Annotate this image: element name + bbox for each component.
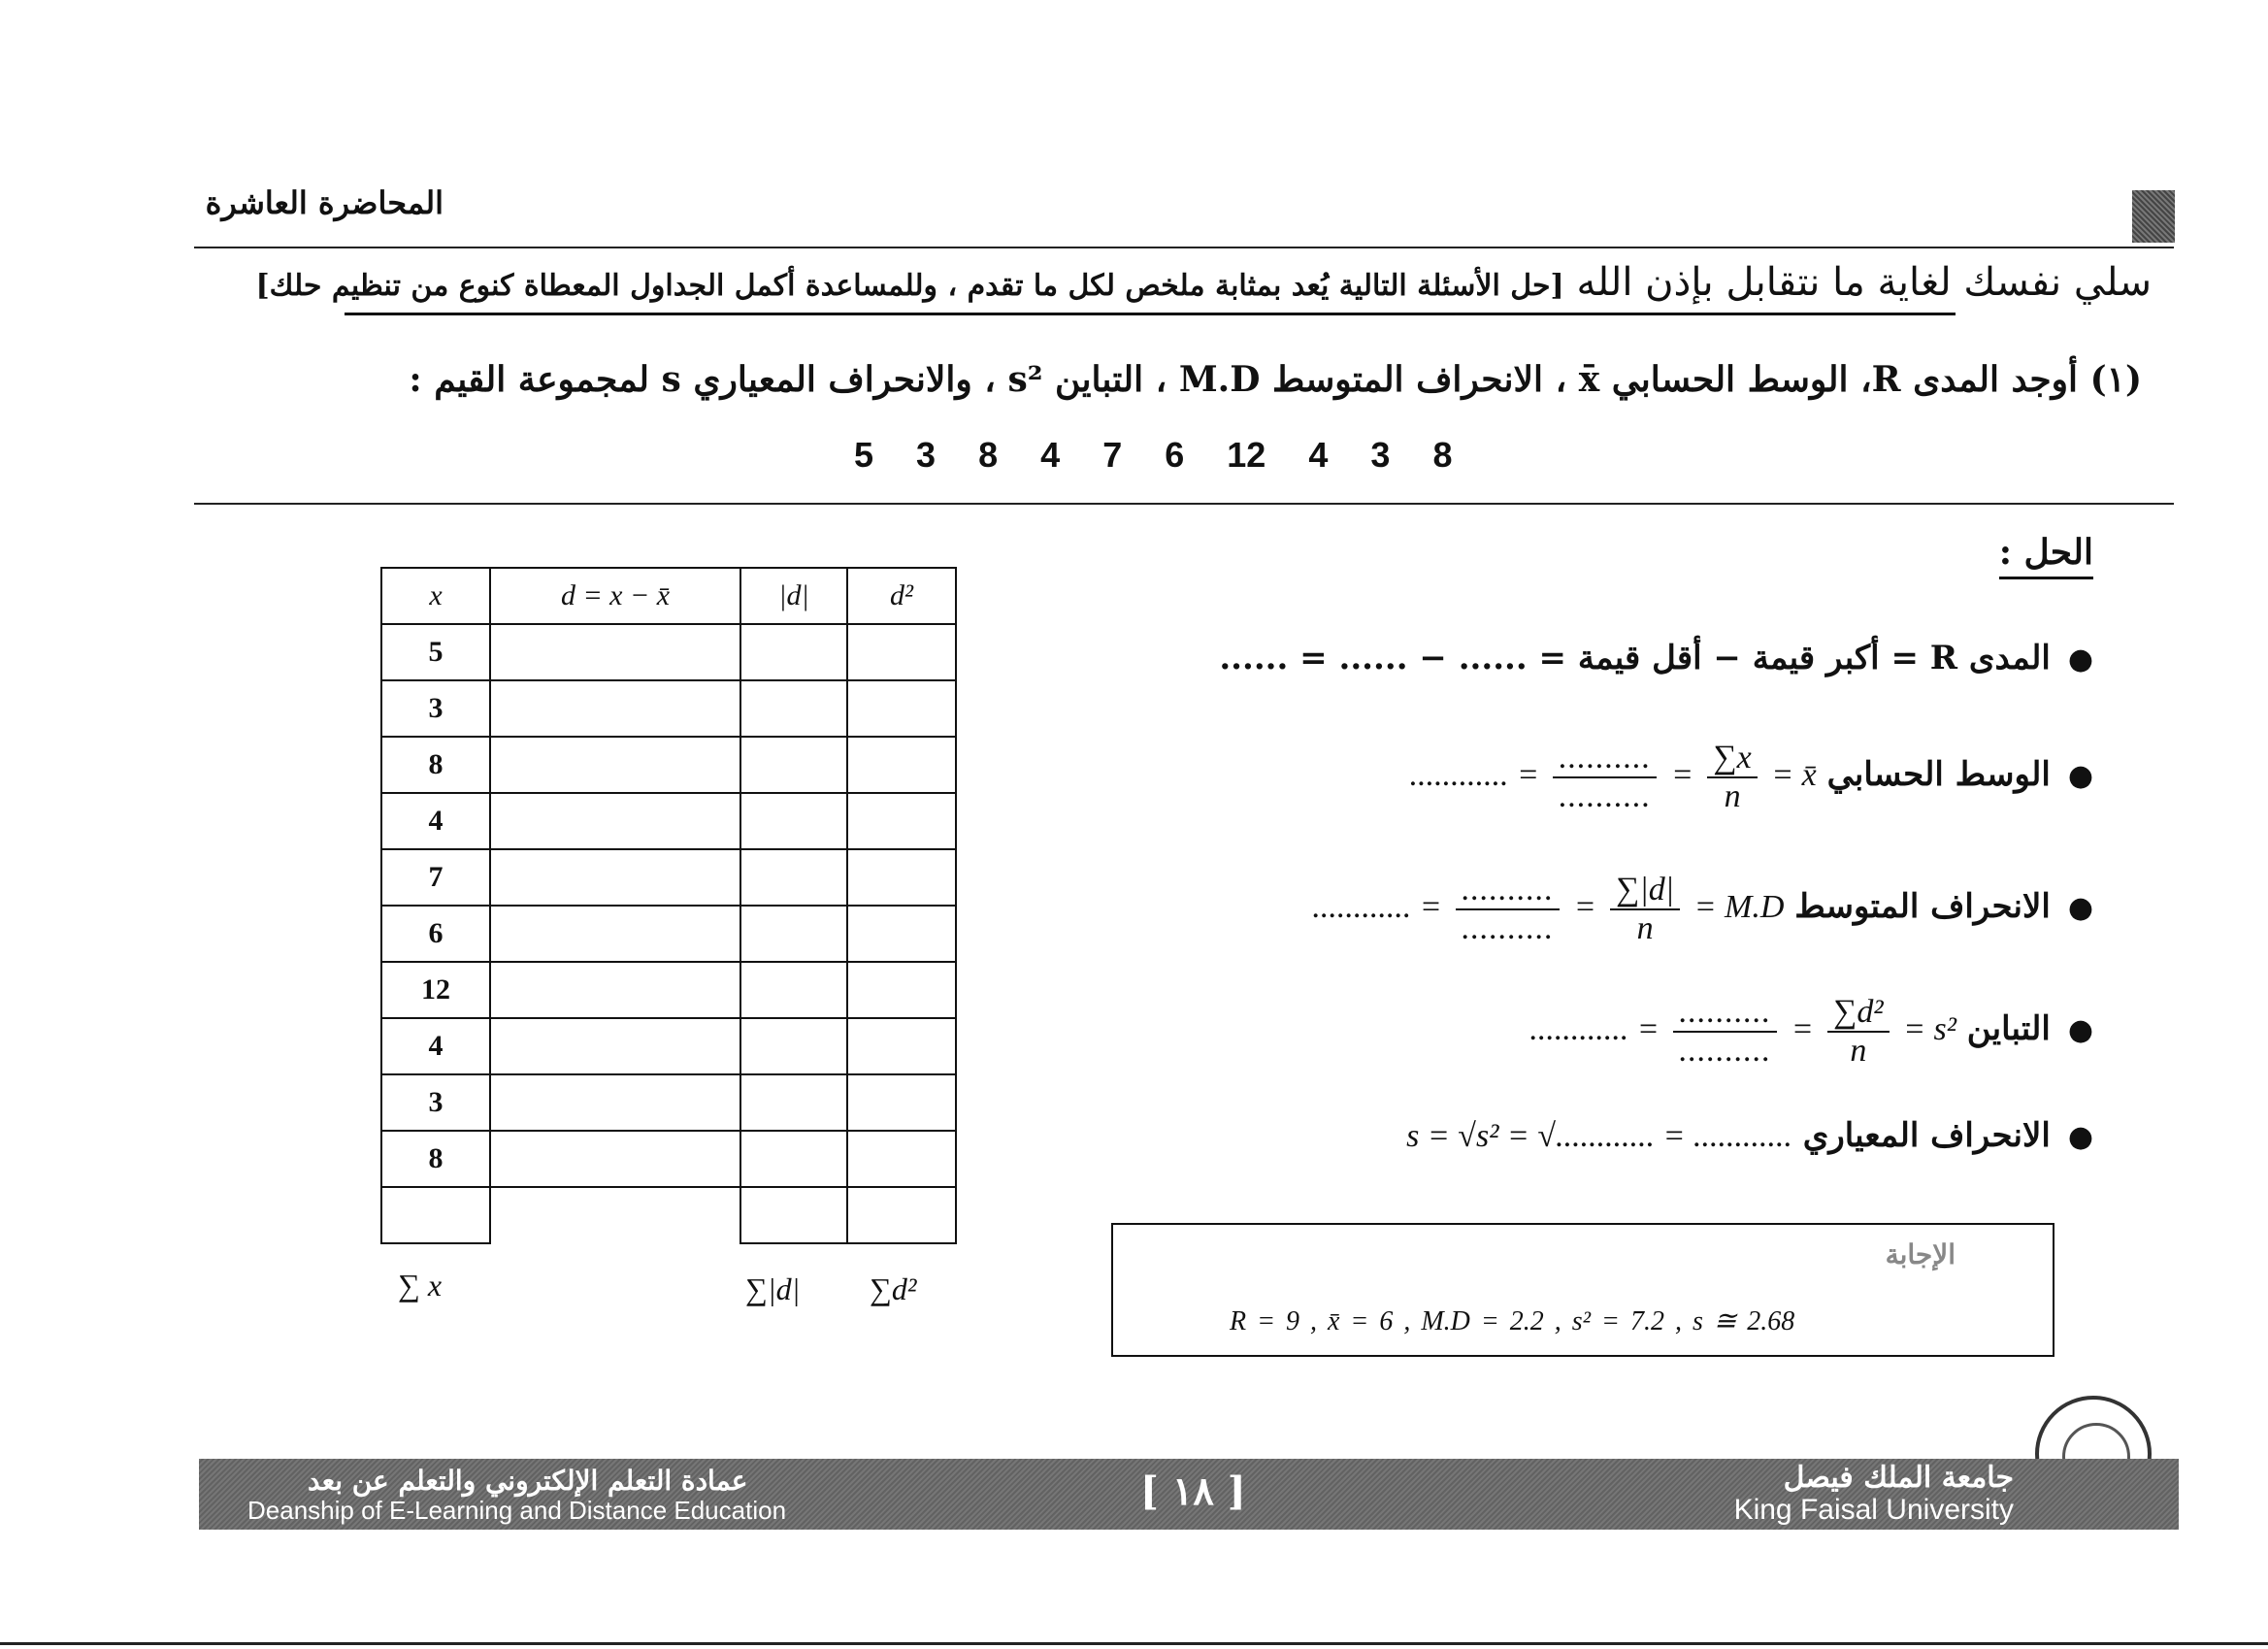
d2-cell[interactable]	[847, 849, 956, 906]
value: 3	[1370, 435, 1391, 475]
abs-d-cell[interactable]	[740, 737, 847, 793]
d-cell[interactable]	[490, 737, 740, 793]
value: 4	[1308, 435, 1329, 475]
variance-den-blank[interactable]: ..........	[1679, 1033, 1772, 1069]
d2-cell[interactable]	[847, 680, 956, 737]
d-cell[interactable]	[490, 680, 740, 737]
d2-cell[interactable]	[847, 737, 956, 793]
table-header-row	[381, 568, 956, 624]
footer-deanship-en: Deanship of E-Learning and Distance Education	[247, 1496, 787, 1525]
table-row	[381, 1074, 956, 1131]
lecture-title: المحاضرة العاشرة	[205, 184, 444, 221]
variance-denominator: n	[1850, 1033, 1867, 1069]
value: 8	[1432, 435, 1453, 475]
abs-d-cell[interactable]	[740, 849, 847, 906]
x-cell: 12	[381, 962, 490, 1018]
bullet-icon: ●	[2067, 758, 2093, 793]
variance-result-blank[interactable]: ............	[1529, 1010, 1629, 1047]
d-cell[interactable]	[490, 1131, 740, 1187]
value: 3	[916, 435, 937, 475]
x-cell: 5	[381, 624, 490, 680]
sum-abs-d-cell[interactable]	[740, 1187, 847, 1243]
table-row	[381, 849, 956, 906]
md-label: الانحراف المتوسط	[1794, 886, 2051, 926]
solution-label: الحل :	[1999, 532, 2093, 579]
d2-cell[interactable]	[847, 962, 956, 1018]
footer-bar	[199, 1459, 2179, 1530]
sd-label: الانحراف المعياري	[1802, 1116, 2051, 1155]
range-formula: المدى R = أكبر قيمة − أقل قيمة = ...... − ...... = ......	[1219, 639, 2051, 677]
sum-d2-label: ∑d²	[870, 1271, 917, 1306]
md-num-blank[interactable]: ..........	[1456, 872, 1560, 910]
bullet-icon: ●	[2067, 1120, 2093, 1154]
md-formula: ............ = $\frac{..........}{..........}$ = $\frac{\sum|d|}{n}$ = M.D	[1312, 872, 1785, 946]
variance-num-blank[interactable]: ..........	[1673, 994, 1777, 1033]
sum-x-cell[interactable]	[381, 1187, 490, 1243]
x-cell: 7	[381, 849, 490, 906]
d2-cell[interactable]	[847, 1074, 956, 1131]
answer-text: R = 9 , x̄ = 6 , M.D = 2.2 , s² = 7.2 , s ≅ 2.68	[1230, 1306, 1795, 1336]
sum-x-label: ∑ x	[398, 1268, 443, 1303]
variance-label: التباين	[1966, 1008, 2051, 1048]
abs-d-cell[interactable]	[740, 1018, 847, 1074]
instructions: [حل الأسئلة التالية يُعد بمثابة ملخص لكل ما تقدم ، وللمساعدة أكمل الجداول المعطاة كنوع من تنظيم حلك]	[255, 269, 1564, 303]
d-cell[interactable]	[490, 1018, 740, 1074]
mean-denominator: n	[1724, 778, 1741, 814]
sd-formula: s = √s² = √............ = ............	[1406, 1118, 1792, 1154]
worksheet-table	[380, 567, 957, 1244]
d-cell[interactable]	[490, 906, 740, 962]
d-cell[interactable]	[490, 624, 740, 680]
page-number: [ ١٨ ]	[1140, 1468, 1246, 1514]
abs-d-cell[interactable]	[740, 793, 847, 849]
range-item	[1219, 639, 2093, 677]
variance-item	[1529, 994, 2093, 1070]
x-cell: 8	[381, 1131, 490, 1187]
question-divider	[194, 503, 2174, 505]
sd-item	[1406, 1116, 2093, 1155]
value: 6	[1165, 435, 1185, 475]
variance-formula: ............ = $\frac{..........}{..........}$ = $\frac{\text{∑d²}}{n}$ = s²	[1529, 994, 1956, 1069]
col-header-d: d = x − x̄	[490, 568, 740, 624]
table-row	[381, 906, 956, 962]
motto: سلي نفسك لغاية ما نتقابل بإذن الله	[1576, 260, 2152, 305]
table-row	[381, 962, 956, 1018]
answer-title: الإجابة	[1885, 1238, 1956, 1270]
corner-mark	[2132, 190, 2175, 243]
answer-box	[1111, 1223, 2054, 1357]
value: 8	[978, 435, 999, 475]
table-row	[381, 624, 956, 680]
col-header-x: x	[381, 568, 490, 624]
mean-label: الوسط الحسابي	[1826, 754, 2051, 794]
value: 5	[854, 435, 874, 475]
col-header-d-squared: d²	[847, 568, 956, 624]
table-row	[381, 1018, 956, 1074]
abs-d-cell[interactable]	[740, 1074, 847, 1131]
x-cell: 3	[381, 680, 490, 737]
md-result-blank[interactable]: ............	[1312, 888, 1412, 925]
md-item	[1312, 872, 2093, 947]
table-row	[381, 793, 956, 849]
md-den-blank[interactable]: ..........	[1462, 910, 1555, 946]
col-header-abs-d: |d|	[740, 568, 847, 624]
table-row	[381, 680, 956, 737]
variance-numerator: ∑d²	[1827, 994, 1889, 1033]
d-cell[interactable]	[490, 793, 740, 849]
mean-den-blank[interactable]: ..........	[1559, 778, 1652, 814]
d2-cell[interactable]	[847, 624, 956, 680]
x-cell: 6	[381, 906, 490, 962]
d2-cell[interactable]	[847, 1131, 956, 1187]
sum-abs-d-label: ∑|d|	[745, 1271, 801, 1306]
d2-cell[interactable]	[847, 906, 956, 962]
mean-formula: ............ = $\frac{..........}{..........}$ = $\frac{\sum x}{n}$ = x̄	[1409, 740, 1817, 814]
abs-d-cell[interactable]	[740, 624, 847, 680]
sum-spacer	[490, 1187, 740, 1243]
abs-d-cell[interactable]	[740, 906, 847, 962]
sum-d2-cell[interactable]	[847, 1187, 956, 1243]
mean-num-blank[interactable]: ..........	[1553, 740, 1657, 778]
d-cell[interactable]	[490, 849, 740, 906]
mean-item	[1409, 740, 2093, 815]
x-cell: 8	[381, 737, 490, 793]
footer-university-ar: جامعة الملك فيصل	[1783, 1461, 2014, 1495]
motto-line	[255, 260, 2152, 305]
x-cell: 4	[381, 1018, 490, 1074]
mean-numerator: ∑x	[1707, 740, 1757, 778]
abs-d-cell[interactable]	[740, 680, 847, 737]
mean-result-blank[interactable]: ............	[1409, 756, 1509, 793]
md-numerator: ∑|d|	[1610, 872, 1680, 910]
page-bottom-edge	[0, 1642, 2268, 1645]
instructions-underline	[345, 313, 1956, 315]
footer-university-en: King Faisal University	[1733, 1494, 2014, 1526]
md-denominator: n	[1636, 910, 1654, 946]
d2-cell[interactable]	[847, 793, 956, 849]
question-text: (١) أوجد المدى R، الوسط الحسابي x̄ ، الانحراف المتوسط M.D ، التباين s² ، والانحراف المعياري s لمجموعة القيم :	[409, 359, 2142, 400]
table-sum-row	[381, 1187, 956, 1243]
table-row	[381, 1131, 956, 1187]
value: 12	[1227, 435, 1266, 475]
table-row	[381, 737, 956, 793]
bullet-icon: ●	[2067, 1012, 2093, 1047]
header-divider	[194, 247, 2174, 248]
value: 7	[1102, 435, 1123, 475]
d-cell[interactable]	[490, 1074, 740, 1131]
abs-d-cell[interactable]	[740, 1131, 847, 1187]
d2-cell[interactable]	[847, 1018, 956, 1074]
value: 4	[1040, 435, 1061, 475]
bullet-icon: ●	[2067, 643, 2093, 676]
d-cell[interactable]	[490, 962, 740, 1018]
x-cell: 3	[381, 1074, 490, 1131]
values-list	[854, 435, 1485, 476]
abs-d-cell[interactable]	[740, 962, 847, 1018]
bullet-icon: ●	[2067, 890, 2093, 925]
x-cell: 4	[381, 793, 490, 849]
footer-deanship-ar: عمادة التعلم الإلكتروني والتعلم عن بعد	[308, 1465, 748, 1497]
